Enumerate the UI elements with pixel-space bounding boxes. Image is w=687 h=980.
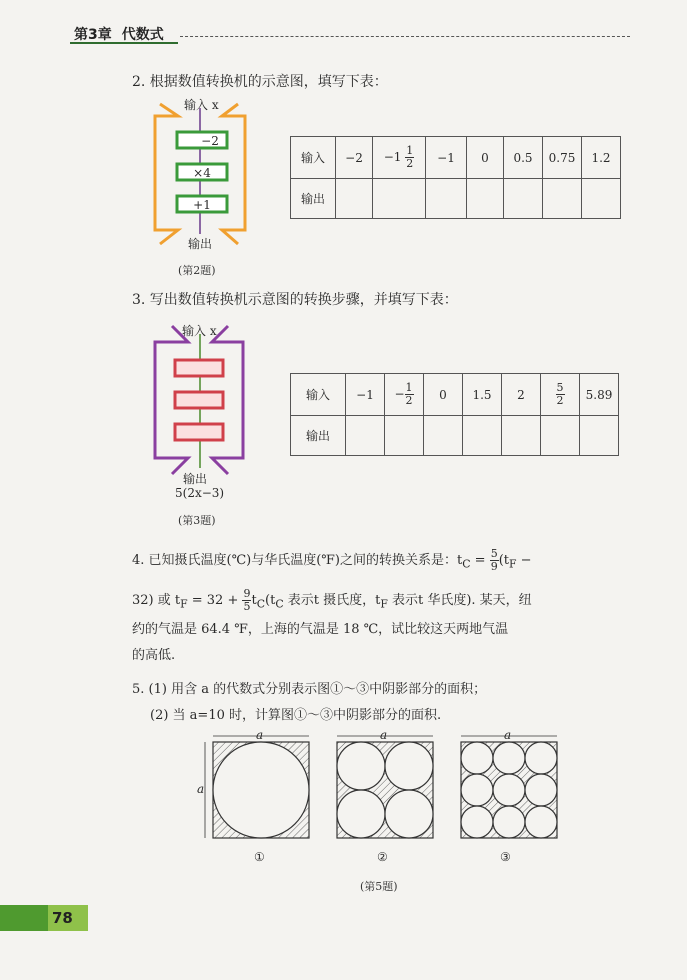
q2-step-3: +1 bbox=[193, 198, 211, 212]
q3-cell-fraction bbox=[385, 374, 424, 416]
q2-mixed-whole: −1 bbox=[383, 150, 402, 164]
q4-line2d: (t bbox=[265, 592, 276, 608]
q3-row-label-input: 输入 bbox=[291, 374, 346, 416]
q2-output-cell[interactable] bbox=[582, 179, 621, 219]
q5-line-1: 5. (1) 用含 a 的代数式分别表示图①～③中阴影部分的面积； bbox=[132, 682, 487, 697]
q4-frac2-num: 9 bbox=[243, 586, 251, 600]
q5-fig1-dim-left: a bbox=[197, 782, 205, 796]
q2-cell: 0 bbox=[467, 137, 504, 179]
q3-step-box-3[interactable] bbox=[175, 424, 223, 440]
chapter-title bbox=[74, 24, 164, 44]
q4-line-2 bbox=[132, 588, 632, 618]
chapter-number: 第3章 bbox=[74, 27, 112, 43]
q4-line1a: 4. 已知摄氏温度(℃)与华氏温度(℉)之间的转换关系是：t bbox=[132, 553, 463, 568]
q4-line-4: 的高低. bbox=[132, 648, 176, 664]
q4-line-1 bbox=[132, 548, 632, 578]
q5-line-2: (2) 当 a=10 时，计算图①～③中阴影部分的面积. bbox=[150, 708, 442, 723]
q2-machine-output-label: 输出 bbox=[188, 237, 213, 251]
q5-figure-3 bbox=[461, 736, 557, 838]
q2-output-cell[interactable] bbox=[543, 179, 582, 219]
q4-line2e: 表示t 摄氏度，t bbox=[283, 592, 381, 608]
q3-text: 3. 写出数值转换机示意图的转换步骤，并填写下表： bbox=[132, 292, 458, 308]
q3-caption: (第3题) bbox=[178, 514, 216, 527]
q3-frac2-den: 2 bbox=[556, 394, 564, 407]
q2-table bbox=[290, 136, 621, 219]
q3-machine-output-label: 输出 bbox=[183, 472, 208, 486]
q4-frac2-den: 5 bbox=[243, 599, 251, 613]
q4-sub-c: C bbox=[462, 557, 471, 571]
q4-sub-c2: C bbox=[256, 597, 266, 611]
page-header bbox=[70, 22, 630, 44]
q2-machine-input-label: 输入 x bbox=[184, 98, 219, 112]
q3-output-cell[interactable] bbox=[424, 416, 463, 456]
q3-output-formula: 5(2x−3) bbox=[175, 486, 225, 500]
q2-cell: −2 bbox=[336, 137, 373, 179]
q4-text bbox=[132, 548, 632, 669]
q4-line1b: (t bbox=[498, 553, 509, 568]
q3-cell: −1 bbox=[346, 374, 385, 416]
q2-mixed-den: 2 bbox=[406, 157, 414, 170]
q3-cell-fraction bbox=[541, 374, 580, 416]
q3-step-box-2[interactable] bbox=[175, 392, 223, 408]
q3-cell: 5.89 bbox=[580, 374, 619, 416]
q3-frac1-den: 2 bbox=[405, 394, 413, 407]
q4-line2c: t bbox=[251, 592, 257, 608]
q2-step-1: −2 bbox=[201, 134, 219, 148]
q3-machine-input-label: 输入 x bbox=[182, 324, 217, 338]
q4-line2a: 32) 或 t bbox=[132, 592, 181, 608]
header-accent-rule bbox=[70, 42, 178, 44]
q3-output-cell[interactable] bbox=[463, 416, 502, 456]
q3-cell: 1.5 bbox=[463, 374, 502, 416]
header-rule bbox=[180, 36, 630, 37]
q2-cell: 0.75 bbox=[543, 137, 582, 179]
q3-frac1 bbox=[405, 382, 414, 407]
q3-output-cell[interactable] bbox=[502, 416, 541, 456]
q2-mixed-num: 1 bbox=[406, 144, 414, 157]
q4-sub-c3: C bbox=[275, 597, 284, 611]
q2-mixed-fraction bbox=[405, 145, 414, 170]
q5-figure-1 bbox=[205, 736, 309, 838]
q3-frac1-sign: − bbox=[394, 387, 405, 401]
q2-cell-mixed bbox=[373, 137, 426, 179]
q3-machine-diagram bbox=[150, 320, 250, 480]
q2-step-2: ×4 bbox=[193, 166, 211, 180]
page-number: 78 bbox=[52, 909, 73, 927]
q3-row-label-output: 输出 bbox=[291, 416, 346, 456]
q5-label-3: ③ bbox=[500, 850, 511, 864]
q2-output-cell[interactable] bbox=[336, 179, 373, 219]
q4-frac-den: 9 bbox=[490, 560, 498, 573]
q3-step-box-1[interactable] bbox=[175, 360, 223, 376]
q5-fig3-dim-top: a bbox=[504, 728, 512, 742]
q5-fig1-dim-top: a bbox=[256, 728, 264, 742]
q2-row-label-output: 输出 bbox=[291, 179, 336, 219]
q4-line2f: 表示t 华氏度). 某天，纽 bbox=[387, 592, 532, 608]
q2-output-cell[interactable] bbox=[504, 179, 543, 219]
q2-machine-left-frame bbox=[155, 104, 178, 244]
q5-figure-2 bbox=[337, 736, 433, 838]
q4-sub-f3: F bbox=[380, 597, 388, 611]
q3-output-cell[interactable] bbox=[346, 416, 385, 456]
chapter-name: 代数式 bbox=[121, 27, 164, 43]
q4-line-3: 约的气温是 64.4 ℉，上海的气温是 18 ℃，试比较这天两地气温 bbox=[132, 622, 509, 638]
page-number-accent bbox=[0, 905, 48, 931]
q5-label-1: ① bbox=[254, 850, 265, 864]
q2-row-label-input: 输入 bbox=[291, 137, 336, 179]
q2-caption: (第2题) bbox=[178, 264, 216, 277]
q3-table bbox=[290, 373, 619, 456]
q4-eq: = bbox=[470, 553, 490, 568]
q3-output-cell[interactable] bbox=[580, 416, 619, 456]
q2-cell: 1.2 bbox=[582, 137, 621, 179]
q2-output-cell[interactable] bbox=[373, 179, 426, 219]
q3-output-cell[interactable] bbox=[385, 416, 424, 456]
q3-frac1-num: 1 bbox=[405, 381, 413, 394]
q2-output-cell[interactable] bbox=[426, 179, 467, 219]
q2-cell: 0.5 bbox=[504, 137, 543, 179]
q5-caption: (第5题) bbox=[360, 880, 398, 893]
q3-frac2-num: 5 bbox=[556, 381, 564, 394]
q4-sub-f2: F bbox=[180, 597, 188, 611]
q3-cell: 2 bbox=[502, 374, 541, 416]
q3-cell: 0 bbox=[424, 374, 463, 416]
q5-figures bbox=[195, 730, 575, 870]
q3-frac2 bbox=[556, 382, 565, 407]
q2-output-cell[interactable] bbox=[467, 179, 504, 219]
q4-frac-num: 5 bbox=[490, 547, 498, 560]
q4-frac-5-9 bbox=[490, 548, 499, 573]
q5-fig2-dim-top: a bbox=[380, 728, 388, 742]
q4-line1c: − bbox=[516, 553, 532, 568]
q4-sub-f: F bbox=[508, 557, 517, 571]
q2-text: 2. 根据数值转换机的示意图，填写下表： bbox=[132, 74, 388, 90]
q4-line2b: = 32 + bbox=[187, 592, 243, 608]
q5-label-2: ② bbox=[377, 850, 388, 864]
q3-output-cell[interactable] bbox=[541, 416, 580, 456]
q2-cell: −1 bbox=[426, 137, 467, 179]
